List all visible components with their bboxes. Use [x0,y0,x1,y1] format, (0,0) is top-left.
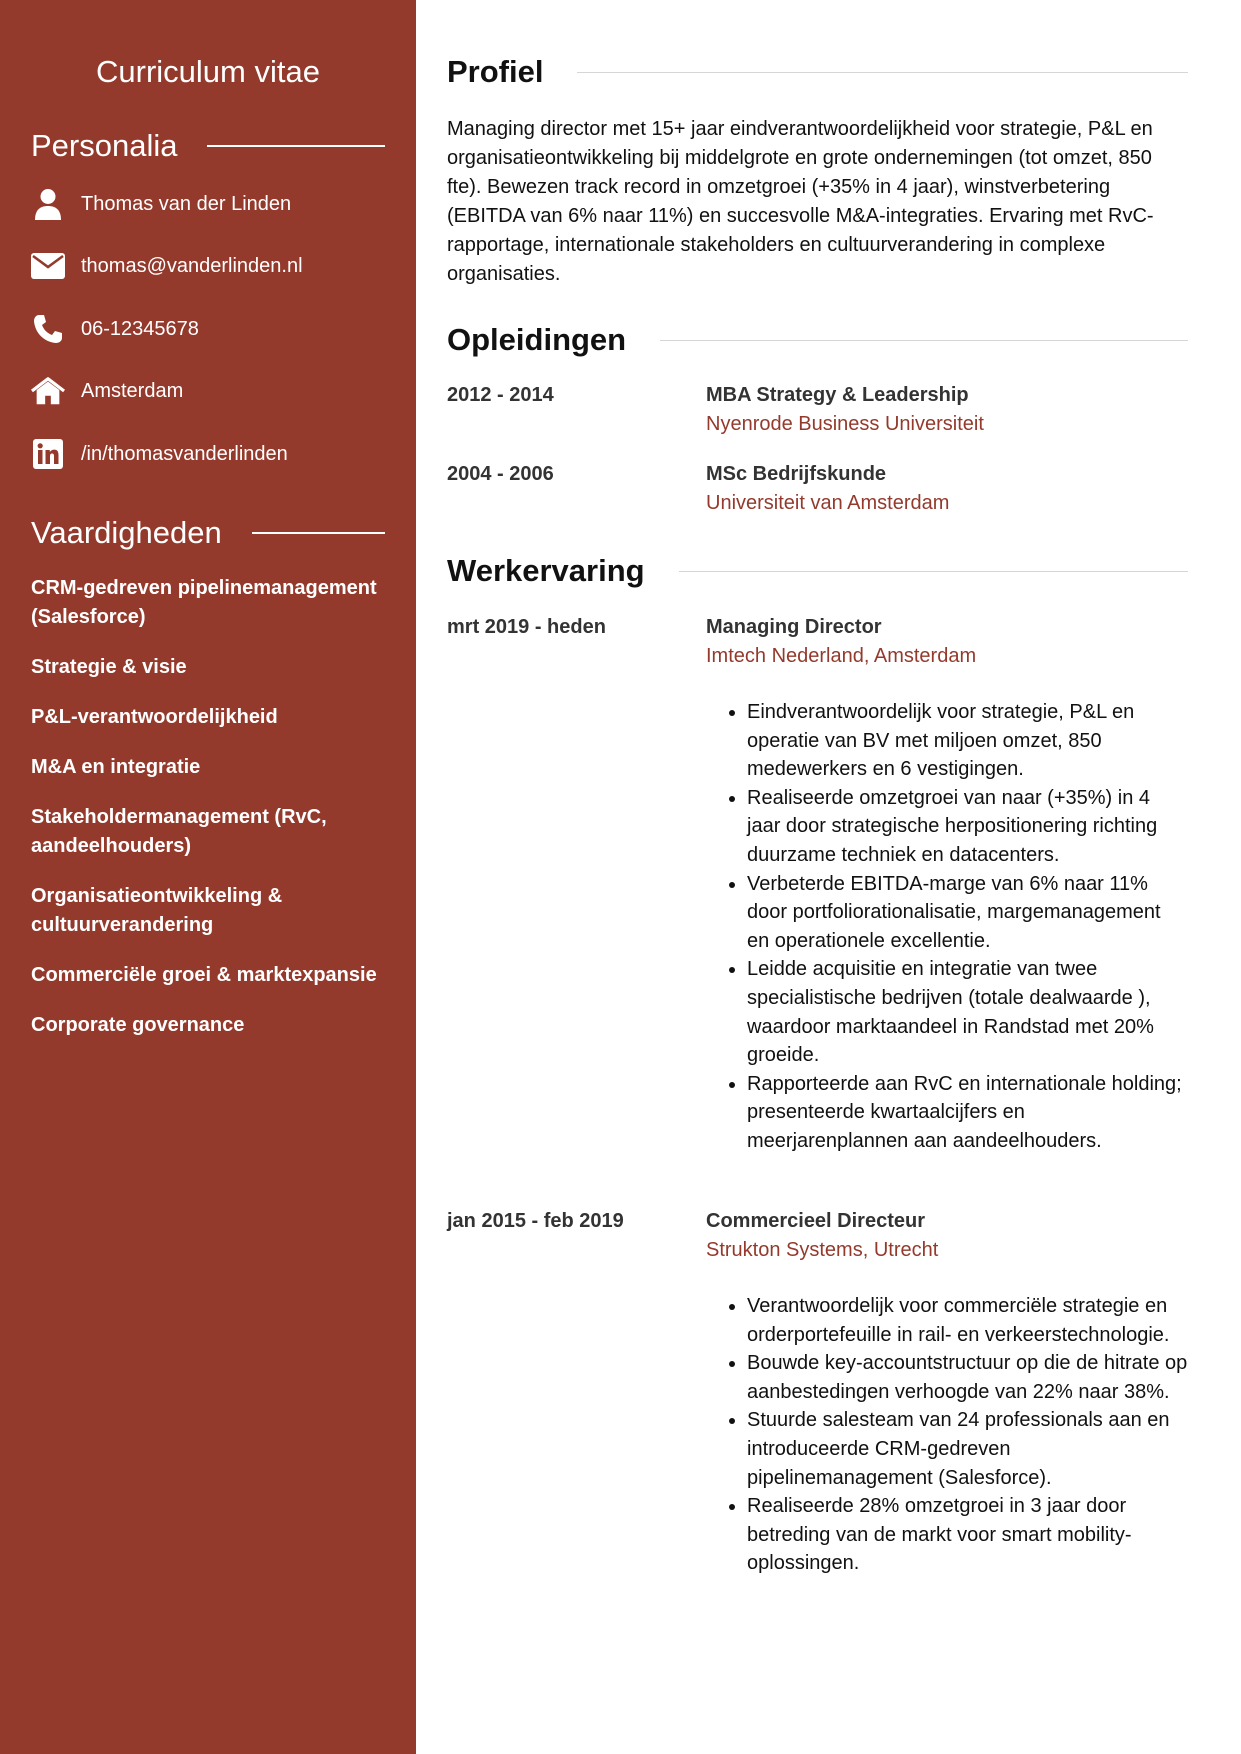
work-bullet: • Verantwoordelijk voor commerciële strategie en orderportefeuille in rail- en verkeerstechnologie. [747,1292,1188,1349]
skills-heading-label: Vaardigheden [31,515,222,550]
work-bullet: • Stuurde salesteam van 24 professionals aan en introduceerde CRM-gedreven pipelinemanagement (Salesforce). [747,1406,1188,1492]
skills-divider [252,532,385,534]
education-degree: MSc Bedrijfskunde [706,463,887,485]
work-divider [679,571,1188,572]
work-role: Commercieel Directeur [706,1210,925,1232]
person-icon [31,187,65,221]
work-bullets [706,1292,1188,1578]
education-date: 2012 - 2014 [447,384,554,406]
skill-item: M&A en integratie [31,756,201,778]
skill-item: P&L-verantwoordelijkheid [31,706,278,728]
education-school: Universiteit van Amsterdam [706,492,950,514]
contact-location [31,371,401,411]
cv-title: Curriculum vitae [96,54,320,89]
skills-heading [31,513,385,553]
work-date: mrt 2019 - heden [447,616,606,638]
contact-phone-text[interactable]: 06-12345678 [81,317,199,340]
contact-location-text: Amsterdam [81,379,184,402]
work-company: Strukton Systems, Utrecht [706,1239,939,1261]
skill-item: Stakeholdermanagement (RvC, aandeelhouders) [31,806,327,857]
personalia-divider [207,145,385,147]
contact-name [31,184,401,224]
skill-item: Strategie & visie [31,656,187,678]
linkedin-icon [31,437,65,471]
contact-email[interactable] [31,246,401,286]
work-bullet: • Verbeterde EBITDA-marge van 6% naar 11% door portfoliorationalisatie, margemanagement en operationele excellentie. [747,870,1188,956]
profile-text: Managing director met 15+ jaar eindverantwoordelijkheid voor strategie, P&L en organisatieontwikkeling bij middelgrote en grote ondernemingen (tot omzet, 850 fte). Bewezen track record in omzetgroei (+35% in 4 jaar), winstverbetering (EBITDA van 6% naar 11%) en succesvolle M&A-integraties. Ervaring met RvC-rapportage, internationale stakeholders en cultuurverandering in complexe organisaties. [447,118,1154,285]
skill-item: Corporate governance [31,1014,245,1036]
skill-item: Commerciële groei & marktexpansie [31,964,377,986]
phone-icon [31,312,65,346]
profile-heading-label: Profiel [447,54,544,89]
education-degree: MBA Strategy & Leadership [706,384,969,406]
skills-list [31,574,391,1061]
skill-item: CRM-gedreven pipelinemanagement (Salesforce) [31,577,377,628]
profile-divider [577,72,1188,73]
work-heading-label: Werkervaring [447,553,645,588]
work-heading [447,551,1188,591]
work-bullet: • Realiseerde omzetgroei van naar (+35%) in 4 jaar door strategische herpositionering richting duurzame techniek en datacenters. [747,784,1188,870]
work-bullet: • Realiseerde 28% omzetgroei in 3 jaar door betreding van de markt voor smart mobility-oplossingen. [747,1492,1188,1578]
contact-email-text[interactable]: thomas@vanderlinden.nl [81,254,303,277]
education-divider [660,340,1188,341]
contact-linkedin[interactable] [31,434,401,474]
education-date: 2004 - 2006 [447,463,554,485]
personalia-heading [31,126,385,166]
education-school: Nyenrode Business Universiteit [706,413,984,435]
work-bullet: • Rapporteerde aan RvC en internationale holding; presenteerde kwartaalcijfers en meerjarenplannen aan aandeelhouders. [747,1070,1188,1156]
skill-item: Organisatieontwikkeling & cultuurverandering [31,885,283,936]
sidebar [0,0,416,1754]
education-heading [447,320,1188,360]
work-company: Imtech Nederland, Amsterdam [706,645,977,667]
contact-linkedin-text[interactable]: /in/thomasvanderlinden [81,442,288,465]
personalia-heading-label: Personalia [31,128,178,163]
work-bullet: • Bouwde key-accountstructuur op die de hitrate op aanbestedingen verhoogde van 22% naar 38%. [747,1349,1188,1406]
education-heading-label: Opleidingen [447,322,627,357]
work-date: jan 2015 - feb 2019 [447,1210,624,1232]
work-bullet: • Eindverantwoordelijk voor strategie, P&L en operatie van BV met miljoen omzet, 850 medewerkers en 6 vestigingen. [747,698,1188,784]
profile-heading [447,52,1188,92]
contact-name-text: Thomas van der Linden [81,192,292,215]
home-icon [31,374,65,408]
work-bullet: • Leidde acquisitie en integratie van twee specialistische bedrijven (totale dealwaarde ), waardoor marktaandeel in Randstad met 20% groeide. [747,955,1188,1069]
work-bullets [706,698,1188,1156]
envelope-icon [31,249,65,283]
work-role: Managing Director [706,616,882,638]
contact-phone[interactable] [31,309,401,349]
